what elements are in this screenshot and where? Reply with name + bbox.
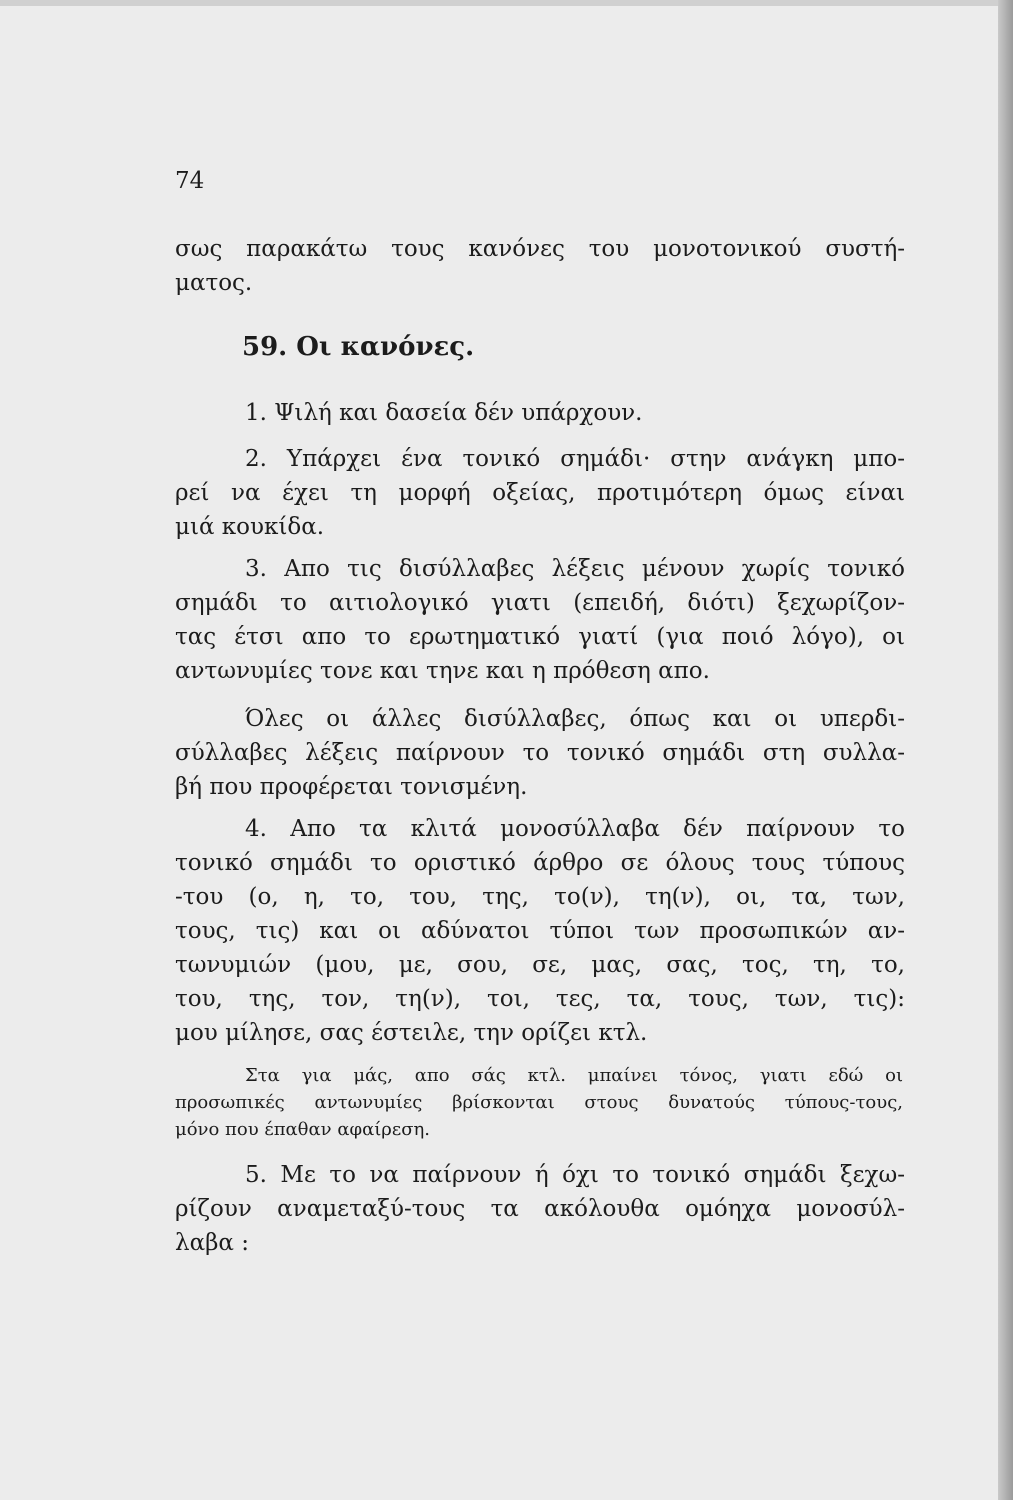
text-line: μου μίλησε, σας έστειλε, την ορίζει κτλ.	[175, 1020, 648, 1046]
rule-2	[175, 442, 905, 544]
text-line: τους, τις) και οι αδύνατοι τύποι των προσωπικών αν-	[175, 918, 905, 944]
text-line: 2. Υπάρχει ένα τονικό σημάδι· στην ανάγκη μπο-	[245, 446, 905, 472]
rule-3	[175, 552, 905, 688]
rule-5	[175, 1158, 905, 1260]
page-top-edge	[0, 0, 1013, 6]
text-line: Όλες οι άλλες δισύλλαβες, όπως και οι υπερδι-	[245, 706, 905, 732]
text-line: τωνυμιών (μου, με, σου, σε, μας, σας, τος, τη, το,	[175, 952, 905, 978]
text-line: 5. Με το να παίρνουν ή όχι το τονικό σημάδι ξεχω-	[245, 1162, 905, 1188]
text-line: ρίζουν αναμεταξύ-τους τα ακόλουθα ομόηχα μονοσύλ-	[175, 1196, 905, 1222]
text-line: τονικό σημάδι το οριστικό άρθρο σε όλους τους τύπους	[175, 850, 905, 876]
text-line: σημάδι το αιτιολογικό γιατι (επειδή, διότι) ξεχωρίζον-	[175, 590, 905, 616]
text-line: αντωνυμίες τονε και τηνε και η πρόθεση απο.	[175, 658, 710, 684]
text-line: ρεί να έχει τη μορφή οξείας, προτιμότερη όμως είναι	[175, 480, 905, 506]
text-line: μιά κουκίδα.	[175, 514, 325, 540]
text-line: μόνο που έπαθαν αφαίρεση.	[175, 1119, 431, 1140]
text-line: βή που προφέρεται τονισμένη.	[175, 774, 528, 800]
page-number: 74	[175, 168, 205, 194]
intro-paragraph	[175, 232, 905, 300]
text-line: 4. Απο τα κλιτά μονοσύλλαβα δέν παίρνουν το	[245, 816, 905, 842]
text-line: ματος.	[175, 270, 253, 296]
rule-4	[175, 812, 905, 1050]
page-right-edge	[998, 0, 1013, 1500]
text-line: σύλλαβες λέξεις παίρνουν το τονικό σημάδι στη συλλα-	[175, 740, 905, 766]
text-line: τας έτσι απο το ερωτηματικό γιατί (για ποιό λόγο), οι	[175, 624, 905, 650]
section-heading: 59. Οι κανόνες.	[242, 332, 475, 362]
text-line: προσωπικές αντωνυμίες βρίσκονται στους δυνατούς τύπους-τους,	[175, 1092, 903, 1113]
footnote	[175, 1062, 903, 1143]
text-line: 1. Ψιλή και δασεία δέν υπάρχουν.	[245, 400, 643, 426]
paragraph-oles	[175, 702, 905, 804]
text-line: του, της, τον, τη(ν), τοι, τες, τα, τους, των, τις):	[175, 986, 905, 1012]
text-line: σως παρακάτω τους κανόνες του μονοτονικού συστή-	[175, 236, 905, 262]
text-line: -του (ο, η, το, του, της, το(ν), τη(ν), οι, τα, των,	[175, 884, 905, 910]
text-line: Στα για μάς, απο σάς κτλ. μπαίνει τόνος, γιατι εδώ οι	[245, 1065, 903, 1086]
rule-1	[175, 396, 905, 430]
text-line: 3. Απο τις δισύλλαβες λέξεις μένουν χωρίς τονικό	[245, 556, 905, 582]
text-line: λαβα :	[175, 1230, 249, 1256]
